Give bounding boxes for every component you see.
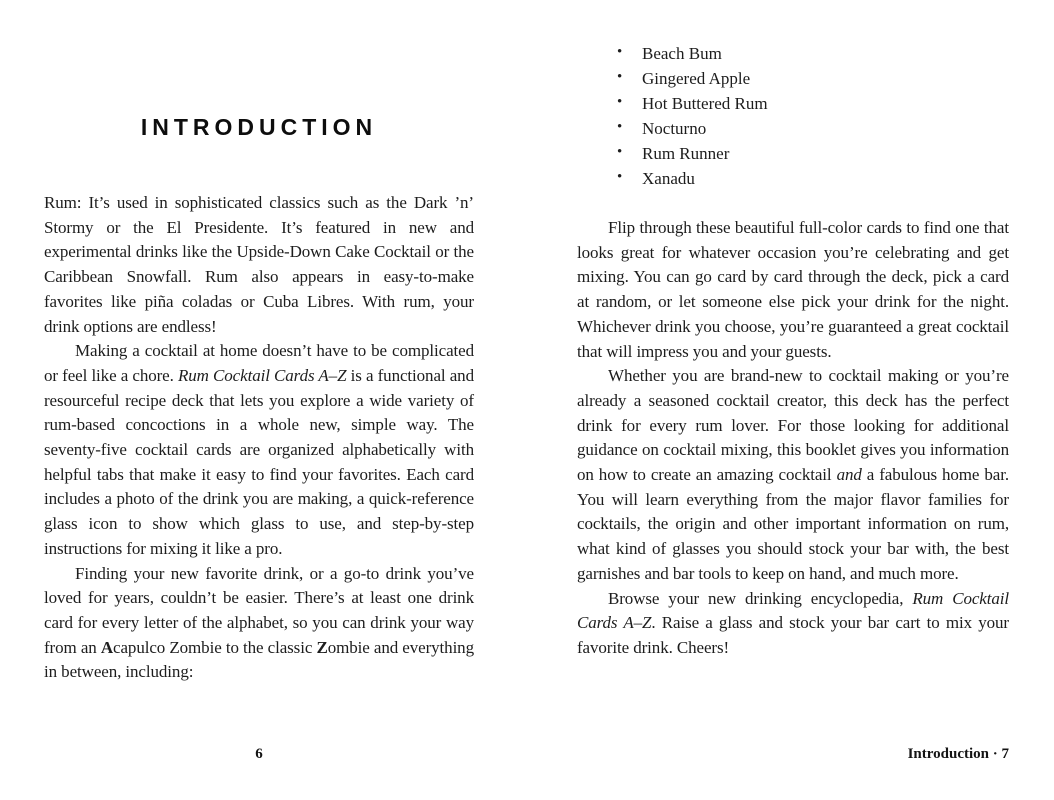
text-run: and (836, 465, 862, 485)
drink-name: Hot Buttered Rum (642, 94, 768, 113)
paragraph (577, 587, 1009, 661)
drink-name: Nocturno (642, 119, 707, 138)
text-run: capulco Zombie to the classic (113, 637, 317, 657)
paragraph (44, 339, 474, 561)
bullet-icon: • (617, 119, 623, 135)
bullet-icon: • (617, 94, 623, 110)
drink-name: Rum Runner (642, 144, 730, 163)
drink-list-item (577, 41, 1009, 66)
drink-list-item (577, 166, 1009, 191)
right-page-body (577, 216, 1009, 661)
running-footer-right: Introduction · 7 (907, 746, 1009, 762)
text-run: Rum: It’s used in sophisticated classics such as the Dark ’n’ Stormy or the El Presidente. It’s featured in new and experimental drinks like the Upside-Down Cake Cocktail or the Caribbean Snowfall. Rum also appears in easy-to-make favorites like piña coladas or Cuba Libres. With rum, your drink options are endless! (44, 193, 474, 336)
drink-list-item (577, 66, 1009, 91)
text-run: Browse your new drinking encyclopedia, (608, 588, 913, 608)
text-run: Whether you are brand-new to cocktail making or you’re already a seasoned cocktail creator, this deck has the perfect drink for every rum lover. For those looking for additional guidance on cocktail mixing, this booklet gives you information on how to create an amazing cocktail (577, 366, 1009, 485)
bullet-icon: • (617, 144, 623, 160)
page-number-left: 6 (255, 746, 263, 762)
bullet-icon: • (617, 169, 623, 185)
text-run: ombie and everything in between, including: (44, 637, 474, 682)
bullet-icon: • (617, 44, 623, 60)
drink-name: Xanadu (642, 169, 695, 188)
drink-list (577, 41, 1009, 191)
drink-list-item (577, 91, 1009, 116)
text-run: Rum Cocktail Cards A–Z (177, 365, 347, 385)
paragraph (44, 191, 474, 339)
text-run: . Raise a glass and stock your bar cart to mix your favorite drink. Cheers! (577, 613, 1009, 657)
text-run: Rum Cocktail Cards A–Z (577, 588, 1009, 633)
text-run: Z (316, 637, 328, 657)
drink-name: Gingered Apple (642, 69, 751, 88)
drink-list-item (577, 141, 1009, 166)
text-run: Making a cocktail at home doesn’t have to be complicated or feel like a chore. (44, 341, 474, 385)
drink-list-item (577, 116, 1009, 141)
paragraph (44, 562, 474, 686)
text-run: Finding your new favorite drink, or a go-to drink you’ve loved for years, couldn’t be easier. There’s at least one drink card for every letter of the alphabet, so you can drink your way from an (44, 563, 474, 657)
text-run: is a functional and resourceful recipe deck that lets you explore a wide variety of rum-based concoctions in a whole new, simple way. The seventy-five cocktail cards are organized alphabetically with helpful tabs that make it easy to find your favorites. Each card includes a photo of the drink you are making, a quick-reference glass icon to show which glass to use, and step-by-step instructions for mixing it like a pro. (44, 365, 474, 558)
paragraph (577, 364, 1009, 586)
page-left (44, 0, 474, 800)
chapter-title: INTRODUCTION (140, 114, 378, 140)
page-right (577, 0, 1009, 800)
bullet-icon: • (617, 69, 623, 85)
drink-name: Beach Bum (642, 44, 722, 63)
text-run: A (100, 637, 114, 657)
paragraph (577, 216, 1009, 364)
text-run: a fabulous home bar. You will learn everything from the major flavor families for cocktails, the origin and other important information on rum, what kind of glasses you should stock your bar with, the best garnishes and bar tools to keep on hand, and much more. (577, 465, 1009, 583)
left-page-body (44, 191, 474, 685)
text-run: Flip through these beautiful full-color cards to find one that looks great for whatever occasion you’re celebrating and get mixing. You can go card by card through the deck, pick a card at random, or let someone else pick your drink for the night. Whichever drink you choose, you’re guaranteed a great cocktail that will impress you and your guests. (577, 218, 1009, 361)
